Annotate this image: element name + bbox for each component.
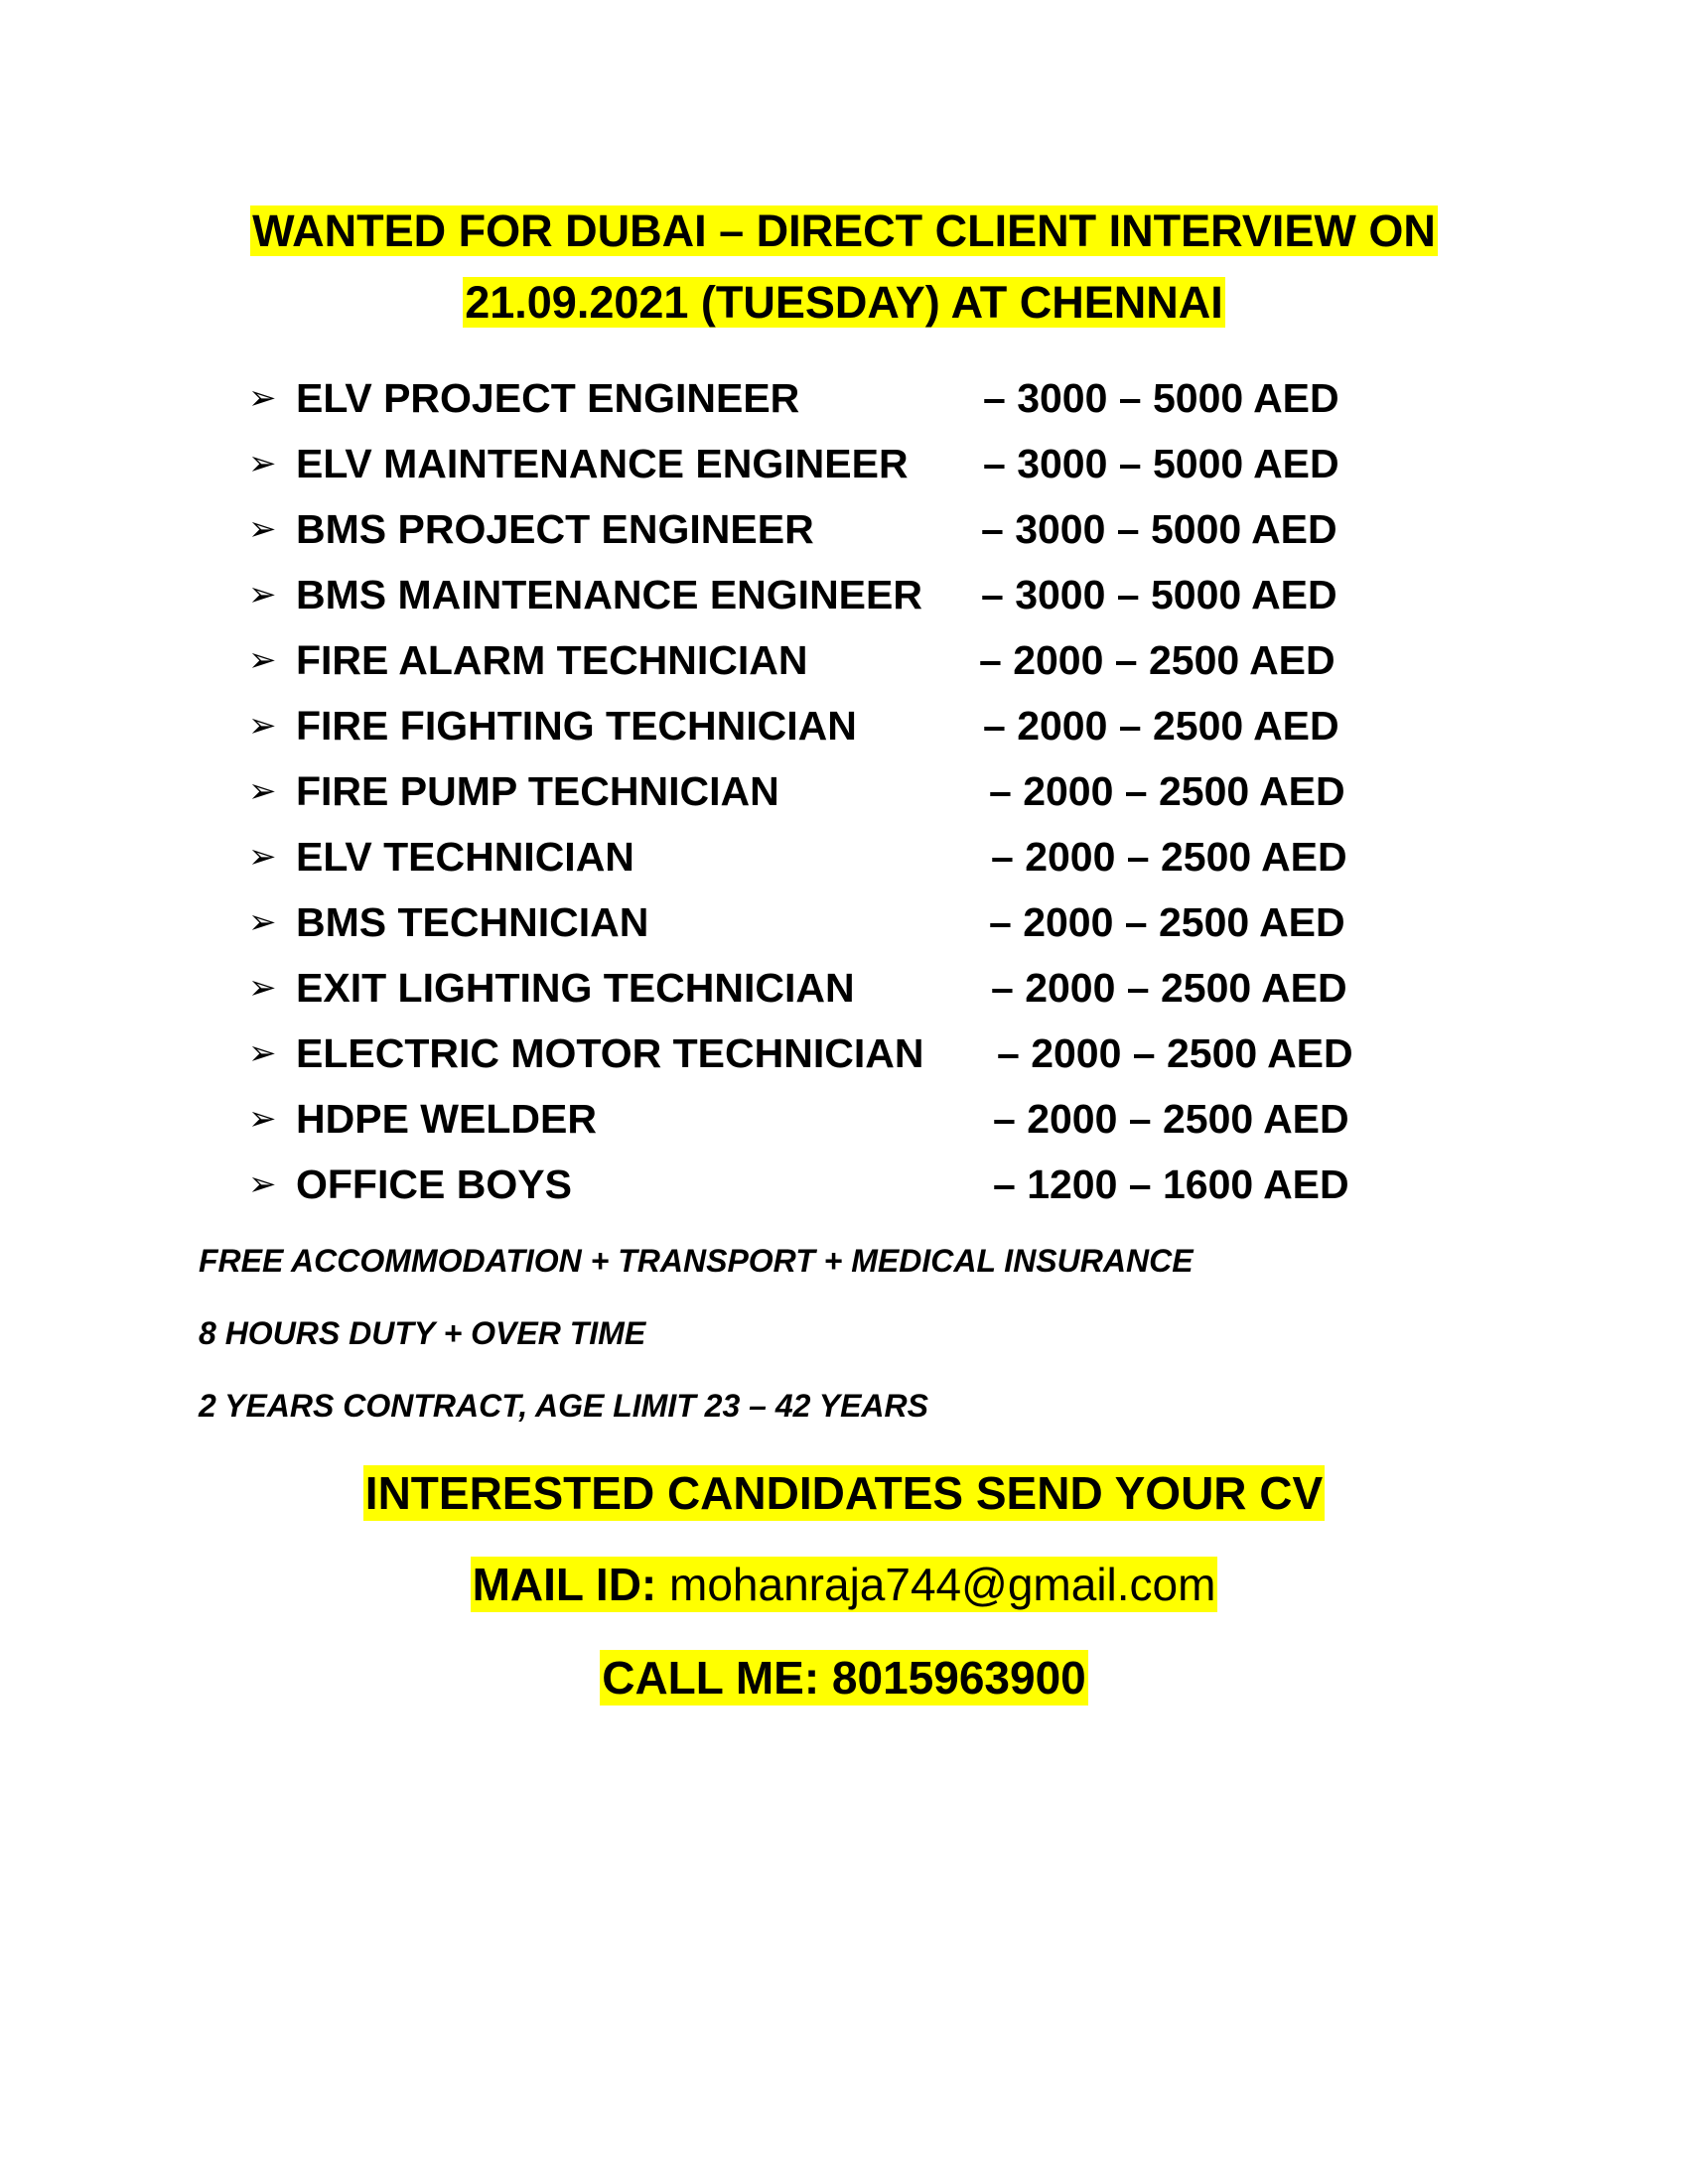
job-row — [248, 431, 1440, 496]
job-salary: – 2000 – 2500 AED — [991, 834, 1347, 880]
arrow-bullet-icon: ➢ — [248, 969, 277, 1007]
send-cv-callout — [0, 1463, 1688, 1523]
job-title: ELV PROJECT ENGINEER — [296, 375, 800, 421]
send-cv-text: INTERESTED CANDIDATES SEND YOUR CV — [364, 1467, 1324, 1519]
arrow-bullet-icon: ➢ — [248, 510, 277, 548]
job-salary: – 2000 – 2500 AED — [997, 1030, 1353, 1076]
job-row — [248, 562, 1440, 627]
job-title: ELV TECHNICIAN — [296, 834, 634, 880]
job-list — [248, 365, 1440, 1217]
job-title: FIRE FIGHTING TECHNICIAN — [296, 703, 857, 749]
job-row — [248, 1152, 1440, 1217]
job-row — [248, 955, 1440, 1021]
job-title: BMS PROJECT ENGINEER — [296, 506, 814, 552]
phone-number[interactable]: CALL ME: 8015963900 — [602, 1652, 1086, 1704]
job-salary: – 2000 – 2500 AED — [989, 899, 1345, 945]
job-row — [248, 889, 1440, 955]
arrow-bullet-icon: ➢ — [248, 641, 277, 679]
job-title: ELV MAINTENANCE ENGINEER — [296, 441, 909, 486]
mail-highlight — [471, 1557, 1218, 1612]
job-title: FIRE ALARM TECHNICIAN — [296, 637, 808, 683]
arrow-bullet-icon: ➢ — [248, 1100, 277, 1138]
call-line — [0, 1648, 1688, 1707]
job-title: FIRE PUMP TECHNICIAN — [296, 768, 779, 814]
email-address[interactable]: mohanraja744@gmail.com — [669, 1559, 1216, 1610]
arrow-bullet-icon: ➢ — [248, 707, 277, 745]
job-salary: – 2000 – 2500 AED — [989, 768, 1345, 814]
job-salary: – 2000 – 2500 AED — [979, 637, 1336, 683]
job-salary: – 1200 – 1600 AED — [993, 1161, 1349, 1207]
arrow-bullet-icon: ➢ — [248, 1165, 277, 1203]
arrow-bullet-icon: ➢ — [248, 445, 277, 482]
job-title: EXIT LIGHTING TECHNICIAN — [296, 965, 855, 1011]
heading-line-2 — [0, 274, 1688, 332]
mail-label: MAIL ID: — [472, 1559, 657, 1610]
arrow-bullet-icon: ➢ — [248, 903, 277, 941]
heading-line-2-text: 21.09.2021 (TUESDAY) AT CHENNAI — [465, 277, 1223, 328]
job-title: BMS MAINTENANCE ENGINEER — [296, 572, 922, 617]
benefit-accommodation: FREE ACCOMMODATION + TRANSPORT + MEDICAL INSURANCE — [199, 1243, 1194, 1279]
job-salary: – 3000 – 5000 AED — [981, 506, 1337, 552]
job-salary: – 2000 – 2500 AED — [993, 1096, 1349, 1142]
job-title: HDPE WELDER — [296, 1096, 597, 1142]
arrow-bullet-icon: ➢ — [248, 576, 277, 614]
arrow-bullet-icon: ➢ — [248, 1034, 277, 1072]
job-salary: – 3000 – 5000 AED — [983, 441, 1339, 486]
job-row — [248, 758, 1440, 824]
job-row — [248, 693, 1440, 758]
job-salary: – 2000 – 2500 AED — [991, 965, 1347, 1011]
heading-line-1-text: WANTED FOR DUBAI – DIRECT CLIENT INTERVIEW ON — [252, 205, 1436, 256]
job-row — [248, 627, 1440, 693]
job-title: BMS TECHNICIAN — [296, 899, 649, 945]
job-salary: – 3000 – 5000 AED — [981, 572, 1337, 617]
job-row — [248, 824, 1440, 889]
benefit-duty-hours: 8 HOURS DUTY + OVER TIME — [199, 1315, 646, 1351]
job-title: ELECTRIC MOTOR TECHNICIAN — [296, 1030, 924, 1076]
benefit-contract: 2 YEARS CONTRACT, AGE LIMIT 23 – 42 YEARS — [199, 1388, 928, 1424]
job-salary: – 3000 – 5000 AED — [983, 375, 1339, 421]
mail-line — [0, 1555, 1688, 1614]
job-row — [248, 1086, 1440, 1152]
arrow-bullet-icon: ➢ — [248, 838, 277, 876]
arrow-bullet-icon: ➢ — [248, 772, 277, 810]
job-row — [248, 365, 1440, 431]
job-title: OFFICE BOYS — [296, 1161, 572, 1207]
job-row — [248, 1021, 1440, 1086]
job-row — [248, 496, 1440, 562]
heading-line-1 — [0, 203, 1688, 260]
arrow-bullet-icon: ➢ — [248, 379, 277, 417]
job-salary: – 2000 – 2500 AED — [983, 703, 1339, 749]
